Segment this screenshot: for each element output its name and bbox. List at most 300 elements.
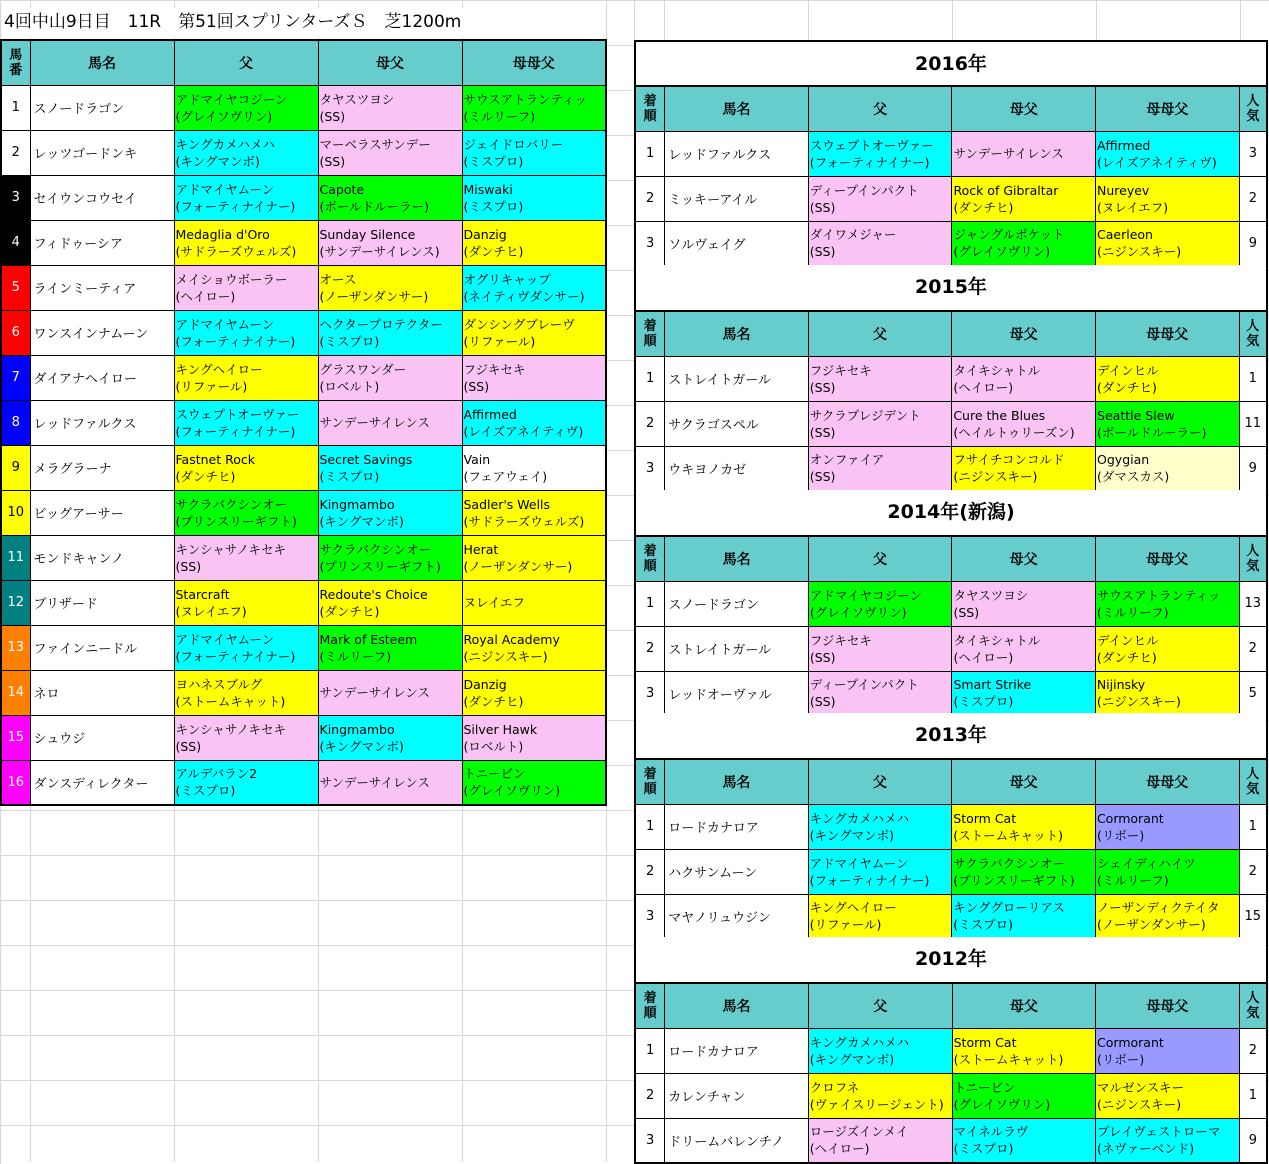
sire-cell-line1: アドマイヤコジーン (175, 91, 288, 107)
table-row (635, 849, 1267, 894)
header-sire: 父 (174, 40, 318, 85)
gdam-sire-cell-line1: デインヒル (1097, 362, 1159, 378)
horse-name: ファインニードル (30, 625, 174, 670)
sire-cell-line1: オンファイア (809, 452, 885, 468)
horse-number: 7 (1, 355, 30, 400)
gdam-sire-cell-line2: (ダンチヒ) (1096, 649, 1157, 665)
table-row (1, 580, 606, 625)
dam-sire-cell-line1: Secret Savings (319, 451, 413, 467)
dam-sire-cell-line1: ジャングルポケット (953, 227, 1065, 243)
horse-name: ハクサンムーン (665, 849, 808, 894)
gdam-sire-cell-line2: (ニジンスキー) (463, 648, 548, 664)
gdam-sire-cell (1096, 221, 1240, 266)
sire-cell-line2: (ヴァイスリージェント) (809, 1096, 944, 1112)
dam-sire-cell (318, 130, 462, 175)
table-row (635, 356, 1267, 401)
gdam-sire-cell (1096, 1073, 1240, 1118)
gdam-sire-cell (1095, 894, 1239, 939)
sire-cell-line1: キングカメハメハ (809, 810, 910, 826)
finish-rank: 1 (635, 804, 665, 849)
gdam-sire-cell-line2: (ミスプロ) (463, 153, 524, 169)
horse-name: スノードラゴン (30, 85, 174, 130)
past-header-row (635, 536, 1267, 581)
gdam-sire-cell (462, 715, 606, 760)
gdam-sire-cell-line1: Danzig (463, 676, 507, 692)
table-row (1, 265, 606, 310)
gdam-sire-cell-line2: (ノーザンダンサー) (463, 558, 573, 574)
sire-cell-line2: (リファール) (175, 378, 248, 394)
sire-cell (174, 490, 318, 535)
gdam-sire-cell (462, 85, 606, 130)
popularity: 2 (1239, 176, 1267, 221)
dam-sire-cell-line2: (SS) (319, 153, 346, 169)
sire-cell-line1: メイショウボーラー (175, 271, 288, 287)
dam-sire-cell-line1: Redoute's Choice (319, 586, 428, 602)
finish-rank: 1 (635, 581, 665, 626)
sire-cell-line1: アドマイヤコジーン (809, 587, 922, 603)
table-row (1, 625, 606, 670)
sire-cell (808, 176, 952, 221)
sire-cell-line1: Starcraft (175, 586, 230, 602)
past-header-row (635, 983, 1267, 1028)
sire-cell-line1: キンシャサノキセキ (175, 721, 286, 737)
popularity: 1 (1239, 1073, 1267, 1118)
header-name: 馬名 (30, 40, 174, 85)
dam-sire-cell-line2: (プリンスリーギフト) (953, 872, 1075, 888)
sire-cell-line2: (フォーティナイナー) (175, 333, 296, 349)
table-row (635, 1028, 1267, 1073)
sire-cell (808, 401, 952, 446)
dam-sire-cell-line2: (ヘイロー) (953, 649, 1014, 665)
table-row (1, 760, 606, 805)
dam-sire-cell (318, 85, 462, 130)
past-results-table (634, 310, 1268, 492)
sire-cell (808, 581, 952, 626)
dam-sire-cell-line2: (キングマンボ) (319, 513, 404, 529)
header-gdam-sire: 母母父 (462, 40, 606, 85)
table-row (635, 446, 1267, 491)
gdam-sire-cell-line1: ヌレイエフ (463, 595, 525, 610)
horse-name: レッツゴードンキ (30, 130, 174, 175)
horse-name: ロードカナロア (665, 1028, 809, 1073)
sire-cell-line2: (フォーティナイナー) (809, 154, 930, 170)
sire-cell (808, 356, 952, 401)
popularity: 9 (1239, 221, 1267, 266)
dam-sire-cell-line1: タイキシャトル (953, 632, 1041, 648)
gdam-sire-cell-line1: サウスアトランティッ (1096, 587, 1221, 603)
sire-cell-line2: (ミスプロ) (175, 783, 236, 799)
dam-sire-cell-line1: サンデーサイレンス (319, 415, 430, 430)
dam-sire-cell-line1: Cure the Blues (953, 407, 1046, 423)
dam-sire-cell-line1: タヤスツヨシ (953, 587, 1029, 603)
dam-sire-cell (318, 175, 462, 220)
sire-cell (808, 446, 952, 491)
header-popularity: 人 気 (1239, 759, 1267, 804)
sire-cell-line2: (キングマンボ) (809, 1051, 895, 1067)
dam-sire-cell (952, 401, 1096, 446)
finish-rank: 1 (635, 1028, 665, 1073)
past-header-row (635, 759, 1267, 804)
year-block (634, 937, 1268, 1164)
gdam-sire-cell-line2: (ダンチヒ) (463, 243, 524, 259)
horse-name: シュウジ (30, 715, 174, 760)
gdam-sire-cell (462, 670, 606, 715)
sire-cell (174, 85, 318, 130)
year-block (634, 265, 1268, 492)
gdam-sire-cell-line2: (レイズアネイティヴ) (1097, 154, 1217, 170)
finish-rank: 2 (635, 401, 665, 446)
sire-cell-line2: (キングマンボ) (809, 827, 895, 843)
finish-rank: 3 (635, 221, 665, 266)
sire-cell (808, 1118, 952, 1163)
sire-cell-line2: (SS) (809, 424, 836, 440)
table-row (1, 445, 606, 490)
gdam-sire-cell-line1: Affirmed (1097, 137, 1151, 153)
gdam-sire-cell (1096, 176, 1240, 221)
table-row (1, 490, 606, 535)
table-row (635, 176, 1267, 221)
gdam-sire-cell (462, 490, 606, 535)
horse-number: 11 (1, 535, 30, 580)
sire-cell-line2: (SS) (809, 649, 836, 665)
dam-sire-cell-line2: (ミスプロ) (953, 917, 1014, 933)
gdam-sire-cell-line1: Herat (463, 541, 499, 557)
gdam-sire-cell-line2: (ニジンスキー) (1096, 694, 1181, 710)
year-block (634, 490, 1268, 717)
header-rank: 着 順 (635, 759, 665, 804)
gdam-sire-cell (1096, 131, 1240, 176)
dam-sire-cell-line2: (ノーザンダンサー) (319, 288, 429, 304)
header-gdam-sire: 母母父 (1096, 86, 1240, 131)
dam-sire-cell-line2: (ヘイルトゥリーズン) (953, 424, 1075, 440)
entries-header-row (1, 40, 606, 85)
horse-name: ソルヴェイグ (665, 221, 808, 266)
dam-sire-cell (952, 1118, 1095, 1163)
dam-sire-cell (318, 220, 462, 265)
header-dam-sire: 母父 (952, 759, 1096, 804)
gdam-sire-cell (462, 130, 606, 175)
horse-name: ダイアナヘイロー (30, 355, 174, 400)
sire-cell-line1: ロージズインメイ (809, 1124, 909, 1140)
dam-sire-cell-line2: (ロベルト) (319, 378, 380, 394)
year-title: 2012年 (634, 937, 1268, 982)
gdam-sire-cell-line1: Royal Academy (463, 631, 560, 647)
sire-cell-line1: フジキセキ (809, 362, 872, 378)
sire-cell-line2: (グレイソヴリン) (175, 108, 273, 124)
header-dam-sire: 母父 (318, 40, 462, 85)
sire-cell (174, 355, 318, 400)
sire-cell (808, 626, 952, 671)
header-rank: 着 順 (635, 311, 665, 356)
sire-cell (174, 670, 318, 715)
sire-cell-line2: (SS) (809, 379, 836, 395)
horse-number: 2 (1, 130, 30, 175)
gdam-sire-cell-line2: (サドラーズウェルズ) (463, 513, 585, 529)
horse-name: レッドファルクス (30, 400, 174, 445)
gdam-sire-cell-line1: Vain (463, 451, 491, 467)
sire-cell (808, 1073, 952, 1118)
sire-cell-line2: (ダンチヒ) (175, 468, 236, 484)
header-rank: 着 順 (635, 536, 665, 581)
horse-number: 1 (1, 85, 30, 130)
gdam-sire-cell-line2: (ノーザンダンサー) (1096, 917, 1206, 933)
horse-name: マヤノリュウジン (665, 894, 808, 939)
sire-cell-line2: (SS) (809, 694, 836, 710)
gdam-sire-cell (462, 310, 606, 355)
sire-cell (174, 400, 318, 445)
header-sire: 父 (808, 86, 952, 131)
sire-cell-line2: (ヘイロー) (809, 1141, 870, 1157)
sire-cell-line2: (ヌレイエフ) (175, 603, 247, 619)
sire-cell-line2: (リファール) (809, 917, 882, 933)
sire-cell-line2: (フォーティナイナー) (175, 198, 296, 214)
header-sire: 父 (808, 983, 952, 1028)
gdam-sire-cell-line2: (ダンチヒ) (1097, 379, 1157, 395)
popularity: 11 (1239, 401, 1267, 446)
table-row (635, 401, 1267, 446)
popularity: 1 (1239, 804, 1267, 849)
gdam-sire-cell (1096, 356, 1240, 401)
gdam-sire-cell-line1: ノーザンディクテイタ (1096, 900, 1220, 916)
dam-sire-cell (318, 715, 462, 760)
dam-sire-cell-line1: Storm Cat (953, 1034, 1017, 1050)
sire-cell-line2: (ヘイロー) (175, 288, 236, 304)
gdam-sire-cell (1095, 671, 1239, 716)
sire-cell-line2: (SS) (809, 199, 836, 215)
dam-sire-cell (318, 760, 462, 805)
header-gdam-sire: 母母父 (1096, 311, 1240, 356)
table-row (635, 626, 1267, 671)
finish-rank: 2 (635, 1073, 665, 1118)
dam-sire-cell (952, 131, 1096, 176)
horse-name: レッドオーヴァル (665, 671, 809, 716)
horse-number: 3 (1, 175, 30, 220)
dam-sire-cell (318, 310, 462, 355)
dam-sire-cell (318, 580, 462, 625)
sire-cell-line1: ダイワメジャー (809, 227, 897, 243)
sire-cell-line2: (フォーティナイナー) (175, 648, 296, 664)
dam-sire-cell-line1: Smart Strike (953, 677, 1032, 693)
gdam-sire-cell-line2: (ネイティヴダンサー) (463, 288, 585, 304)
past-results-table (634, 982, 1268, 1164)
horse-name: モンドキャンノ (30, 535, 174, 580)
horse-number: 8 (1, 400, 30, 445)
table-row (635, 894, 1267, 939)
dam-sire-cell-line1: Storm Cat (953, 810, 1017, 826)
gdam-sire-cell-line2: (リボー) (1096, 827, 1145, 843)
gdam-sire-cell-line2: (グレイソヴリン) (463, 783, 561, 799)
gdam-sire-cell-line1: Danzig (463, 226, 507, 242)
table-row (1, 130, 606, 175)
dam-sire-cell-line2: (ストームキャット) (953, 827, 1064, 843)
sire-cell-line1: スウェプトオーヴァー (809, 137, 934, 153)
dam-sire-cell-line1: トニービン (953, 1079, 1016, 1095)
gdam-sire-cell-line2: (SS) (463, 378, 490, 394)
gdam-sire-cell-line2: (リファール) (463, 333, 536, 349)
sire-cell (808, 671, 952, 716)
header-dam-sire: 母父 (952, 86, 1096, 131)
header-rank: 着 順 (635, 86, 665, 131)
finish-rank: 3 (635, 1118, 665, 1163)
page-title: 4回中山9日目 11R 第51回スプリンターズＳ 芝1200m (4, 8, 465, 36)
horse-name: ドリームバレンチノ (665, 1118, 809, 1163)
sire-cell (174, 130, 318, 175)
gdam-sire-cell-line1: Silver Hawk (463, 721, 538, 737)
gdam-sire-cell-line2: (ミルリーフ) (1096, 872, 1169, 888)
sire-cell (174, 310, 318, 355)
gdam-sire-cell-line1: ダンシングブレーヴ (463, 316, 575, 332)
dam-sire-cell (318, 535, 462, 580)
horse-name: スノードラゴン (665, 581, 809, 626)
sire-cell-line1: アドマイヤムーン (175, 631, 275, 647)
finish-rank: 1 (635, 356, 665, 401)
sire-cell-line1: Medaglia d'Oro (175, 226, 270, 242)
horse-name: ダンスディレクター (30, 760, 174, 805)
dam-sire-cell (952, 1028, 1095, 1073)
gdam-sire-cell-line2: (ニジンスキー) (1097, 244, 1182, 260)
gdam-sire-cell-line2: (ヌレイエフ) (1097, 199, 1169, 215)
dam-sire-cell (952, 356, 1096, 401)
sire-cell-line2: (SS) (809, 469, 836, 485)
dam-sire-cell-line2: (グレイソヴリン) (953, 1096, 1051, 1112)
sire-cell-line1: キンシャサノキセキ (175, 541, 286, 557)
header-dam-sire: 母父 (952, 311, 1096, 356)
gdam-sire-cell (462, 220, 606, 265)
gdam-sire-cell-line1: デインヒル (1096, 632, 1159, 648)
dam-sire-cell (318, 625, 462, 670)
finish-rank: 3 (635, 446, 665, 491)
horse-name: ラインミーティア (30, 265, 174, 310)
horse-number: 14 (1, 670, 30, 715)
sire-cell-line2: (SS) (175, 558, 202, 574)
table-row (1, 400, 606, 445)
horse-name: ブリザード (30, 580, 174, 625)
header-popularity: 人 気 (1239, 86, 1267, 131)
gdam-sire-cell-line1: Seattle Slew (1097, 407, 1175, 423)
gdam-sire-cell-line1: Sadler's Wells (463, 496, 551, 512)
dam-sire-cell-line2: (ミスプロ) (319, 333, 380, 349)
sire-cell (808, 849, 952, 894)
horse-name: フィドゥーシア (30, 220, 174, 265)
horse-name: メラグラーナ (30, 445, 174, 490)
header-sire: 父 (808, 311, 952, 356)
dam-sire-cell-line1: グラスワンダー (319, 361, 407, 377)
sire-cell-line1: ディープインパクト (809, 677, 919, 693)
gdam-sire-cell-line1: シェイディハイツ (1096, 855, 1196, 871)
gdam-sire-cell-line1: マルゼンスキー (1097, 1079, 1185, 1095)
past-results-table (634, 535, 1268, 717)
sire-cell-line1: フジキセキ (809, 632, 872, 648)
sire-cell-line2: (ストームキャット) (175, 693, 286, 709)
gdam-sire-cell (462, 445, 606, 490)
gdam-sire-cell-line1: サウスアトランティッ (463, 91, 588, 107)
gdam-sire-cell-line2: (ダンチヒ) (463, 693, 524, 709)
gdam-sire-cell-line1: Ogygian (1097, 452, 1150, 468)
gdam-sire-cell-line2: (ミスプロ) (463, 198, 524, 214)
gdam-sire-cell-line1: Nijinsky (1096, 677, 1146, 693)
dam-sire-cell-line1: マイネルラヴ (953, 1124, 1029, 1140)
gdam-sire-cell-line2: (ネヴァーベンド) (1097, 1141, 1195, 1157)
gdam-sire-cell-line2: (ミルリーフ) (1096, 604, 1169, 620)
popularity: 5 (1239, 671, 1267, 716)
dam-sire-cell (318, 445, 462, 490)
horse-number: 12 (1, 580, 30, 625)
gdam-sire-cell (1095, 849, 1239, 894)
dam-sire-cell-line2: (ヘイロー) (953, 379, 1014, 395)
horse-number: 6 (1, 310, 30, 355)
gdam-sire-cell (1095, 626, 1239, 671)
gdam-sire-cell-line1: ジェイドロバリー (463, 136, 564, 152)
popularity: 15 (1239, 894, 1267, 939)
popularity: 9 (1239, 446, 1267, 491)
table-row (1, 355, 606, 400)
gdam-sire-cell-line1: オグリキャップ (463, 271, 551, 287)
sire-cell-line2: (フォーティナイナー) (809, 872, 930, 888)
horse-name: レッドファルクス (665, 131, 808, 176)
header-rank: 着 順 (635, 983, 665, 1028)
table-row (635, 804, 1267, 849)
gdam-sire-cell-line2: (ダマスカス) (1097, 469, 1170, 485)
sire-cell-line1: Fastnet Rock (175, 451, 255, 467)
horse-number: 10 (1, 490, 30, 535)
table-row (1, 535, 606, 580)
dam-sire-cell-line2: (ミスプロ) (953, 1141, 1014, 1157)
gdam-sire-cell (1095, 804, 1239, 849)
popularity: 2 (1239, 1028, 1267, 1073)
header-gdam-sire: 母母父 (1096, 983, 1240, 1028)
dam-sire-cell (952, 626, 1095, 671)
sire-cell-line2: (サドラーズウェルズ) (175, 243, 297, 259)
gdam-sire-cell-line2: (レイズアネイティヴ) (463, 423, 584, 439)
gdam-sire-cell (462, 265, 606, 310)
sire-cell-line1: ディープインパクト (809, 182, 919, 198)
horse-name: ビッグアーサー (30, 490, 174, 535)
header-name: 馬名 (665, 86, 808, 131)
dam-sire-cell-line2: (ニジンスキー) (953, 469, 1038, 485)
horse-name: ミッキーアイル (665, 176, 808, 221)
dam-sire-cell-line1: サクラバクシンオー (319, 541, 432, 557)
past-header-row (635, 311, 1267, 356)
sire-cell-line1: キングカメハメハ (175, 136, 275, 152)
dam-sire-cell-line1: Kingmambo (319, 496, 395, 512)
horse-number: 13 (1, 625, 30, 670)
dam-sire-cell (318, 490, 462, 535)
gdam-sire-cell (1095, 581, 1239, 626)
header-name: 馬名 (665, 759, 808, 804)
sire-cell-line1: キングヘイロー (175, 361, 263, 377)
sire-cell-line2: (フォーティナイナー) (175, 423, 296, 439)
horse-name: ストレイトガール (665, 356, 808, 401)
table-row (1, 310, 606, 355)
gdam-sire-cell (462, 535, 606, 580)
horse-name: カレンチャン (665, 1073, 809, 1118)
horse-name: ウキヨノカゼ (665, 446, 808, 491)
sire-cell-line1: キングカメハメハ (809, 1034, 910, 1050)
dam-sire-cell (952, 446, 1096, 491)
popularity: 3 (1239, 131, 1267, 176)
dam-sire-cell-line2: (ミルリーフ) (319, 648, 392, 664)
horse-name: ワンスインナムーン (30, 310, 174, 355)
dam-sire-cell-line2: (ダンチヒ) (319, 603, 380, 619)
gdam-sire-cell-line2: (ニジンスキー) (1097, 1096, 1182, 1112)
sire-cell-line1: キングヘイロー (809, 900, 897, 916)
dam-sire-cell-line2: (SS) (319, 108, 346, 124)
table-row (635, 131, 1267, 176)
year-title: 2013年 (634, 713, 1268, 758)
sire-cell (174, 760, 318, 805)
gdam-sire-cell-line1: Miswaki (463, 181, 513, 197)
popularity: 13 (1239, 581, 1267, 626)
